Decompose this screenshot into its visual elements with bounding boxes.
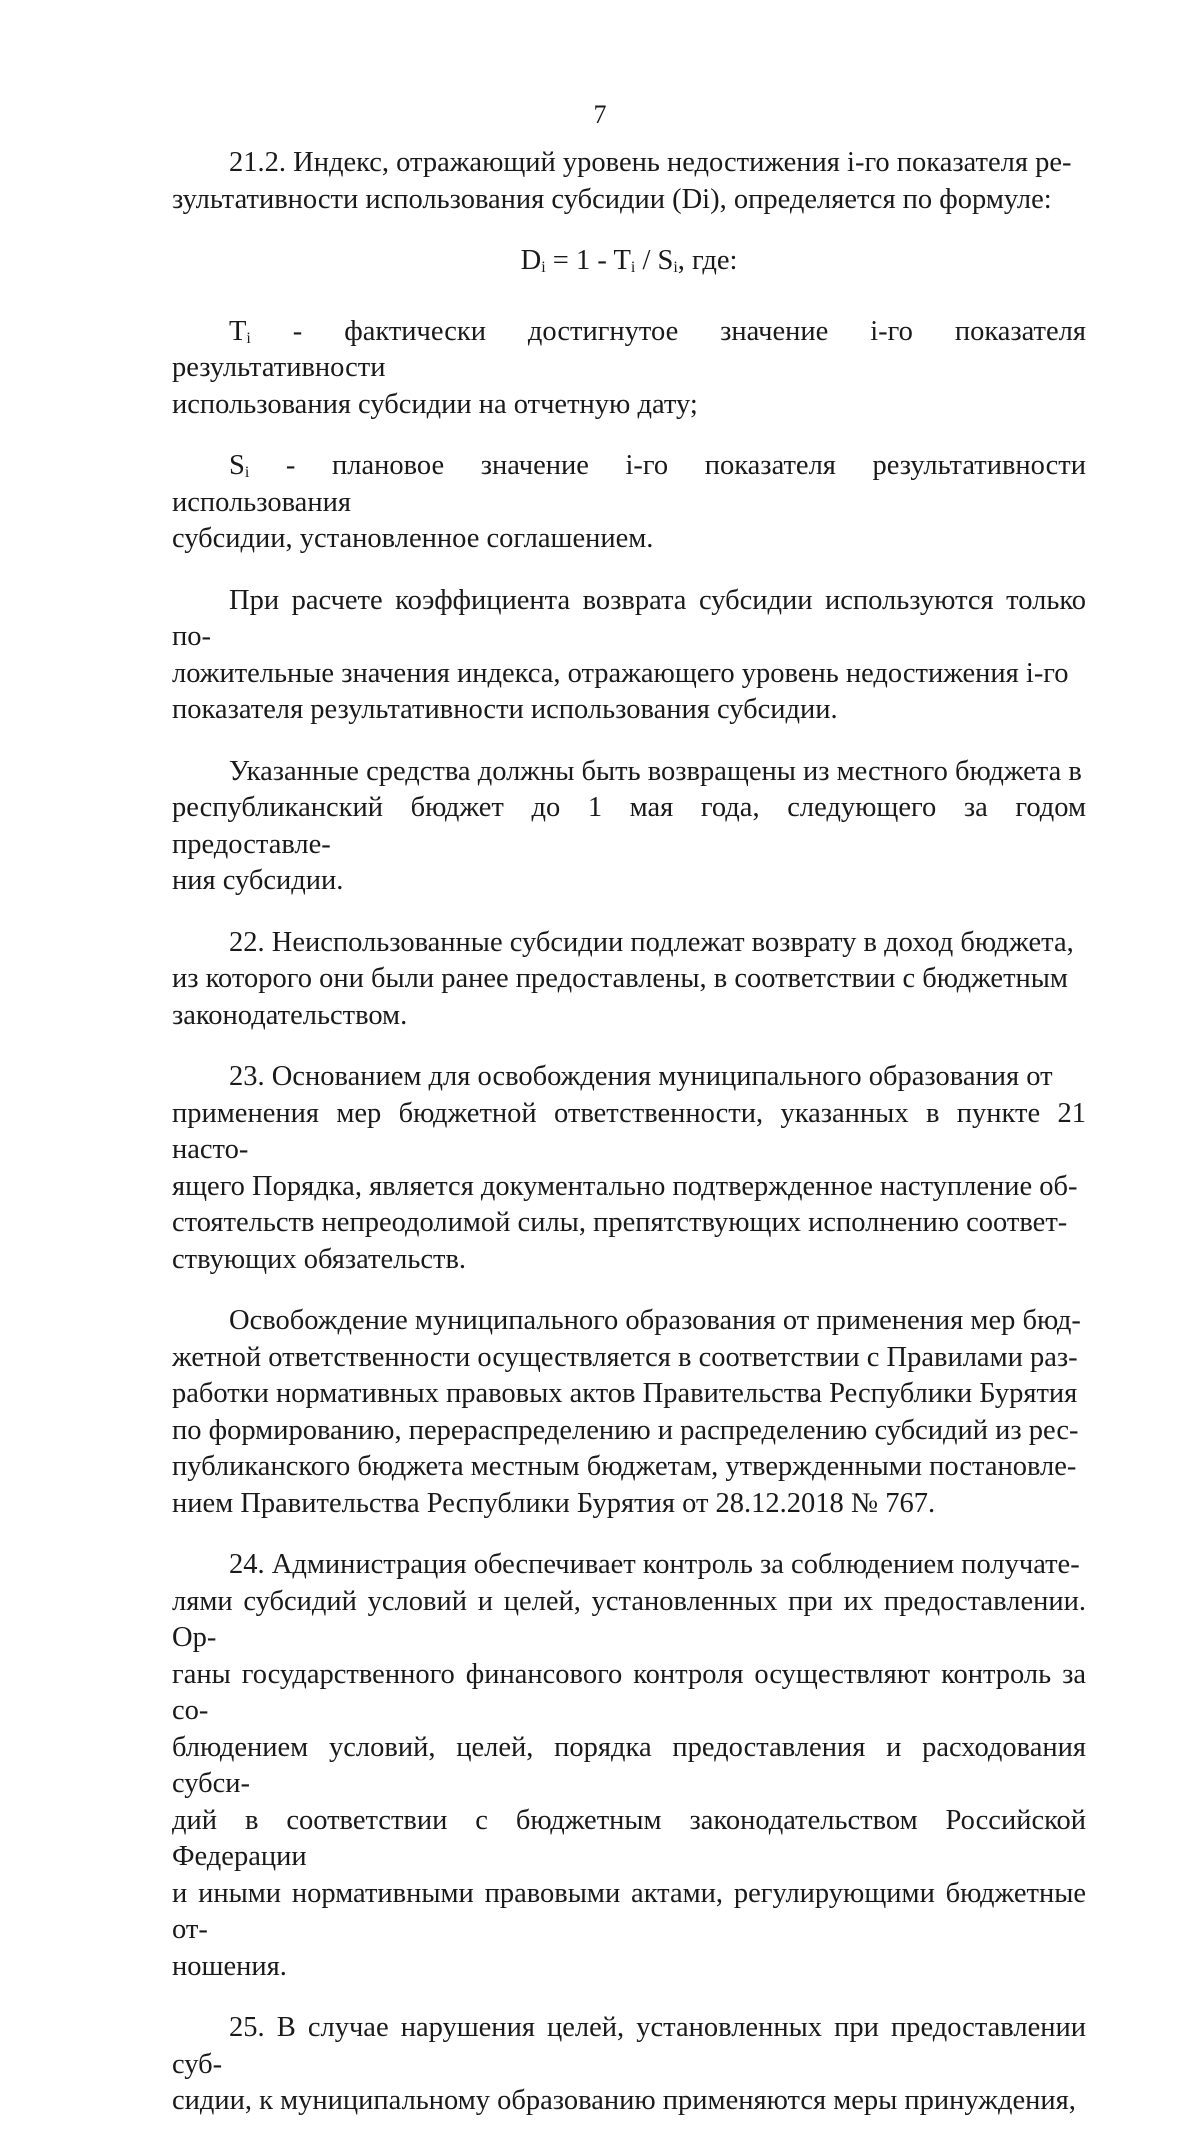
paragraph-24: 24. Администрация обеспечивает контроль за соблюдением получате- лями субсидий условий и целей, установленных при их предоставлении. Ор- ганы государственного финансового контроля осуществляют контроль за со- блюдением условий, целей, порядка предоставления и расходования субси- дий в соответствии с бюджетным законодательством Российской Федерации и иными нормативными правовыми актами, регулирующими бюджетные от- ношения. [172, 1549, 1086, 1982]
definition-ti [172, 314, 1086, 424]
definition-si-symbol: S [229, 450, 245, 481]
paragraph-23: 23. Основанием для освобождения муниципального образования от применения мер бюджетной ответственности, указанных в пункте 21 насто- ящего Порядка, является документально подтвержденное наступление об- стоятельств непреодолимой силы, препятствующих исполнению соответ- ствующих обязательств. [172, 1061, 1086, 1275]
definition-si-subscript: i [244, 464, 250, 481]
paragraph-return-funds: Указанные средства должны быть возвращены из местного бюджета в республиканский бюджет до 1 мая года, следующего за годом предоставле- ния субсидии. [172, 755, 1086, 896]
paragraph-21-2: 21.2. Индекс, отражающий уровень недостижения i-го показателя ре- зультативности использования субсидии (Di), определяется по формуле: [172, 147, 1072, 215]
formula-middle: = 1 - T [545, 245, 631, 276]
formula-s-subscript: i [673, 259, 678, 276]
definition-ti-text: - фактически достигнутое значение i-го показателя результативности использования субсидии на отчетную дату; [172, 315, 1086, 420]
definition-si [172, 448, 1086, 558]
paragraph-22: 22. Неиспользованные субсидии подлежат возврату в доход бюджета, из которого они были ранее предоставлены, в соответствии с бюджетным законодательством. [172, 926, 1074, 1031]
page-number: 7 [593, 100, 607, 129]
formula-d-subscript: i [541, 259, 546, 276]
formula-slash: / S [635, 245, 674, 276]
paragraph-release: Освобождение муниципального образования от применения мер бюд- жетной ответственности осуществляется в соответствии с Правилами раз- работки нормативных правовых актов Правительства Республики Бурятия по формированию, перераспределению и распределению субсидий из рес- публиканского бюджета местным бюджетам, утвержденными постановле- нием Правительства Республики Бурятия от 28.12.2018 № 767. [172, 1305, 1081, 1519]
formula-t-subscript: i [630, 259, 636, 276]
document-body [172, 145, 1086, 2145]
definition-ti-symbol: T [229, 315, 247, 347]
formula-di [172, 243, 1086, 280]
definition-ti-subscript: i [246, 329, 251, 347]
formula-d: D [520, 245, 542, 276]
paragraph-calculation: При расчете коэффициента возврата субсидии используются только по- ложительные значения индекса, отражающего уровень недостижения i-го показателя результативности использования субсидии. [172, 584, 1086, 725]
definition-si-text: - плановое значение i-го показателя результативности использования субсидии, установленное соглашением. [172, 450, 1086, 554]
formula-tail: , где: [677, 245, 738, 276]
paragraph-25: 25. В случае нарушения целей, установленных при предоставлении суб- сидии, к муниципальному образованию применяются меры принуждения, [172, 2012, 1086, 2116]
